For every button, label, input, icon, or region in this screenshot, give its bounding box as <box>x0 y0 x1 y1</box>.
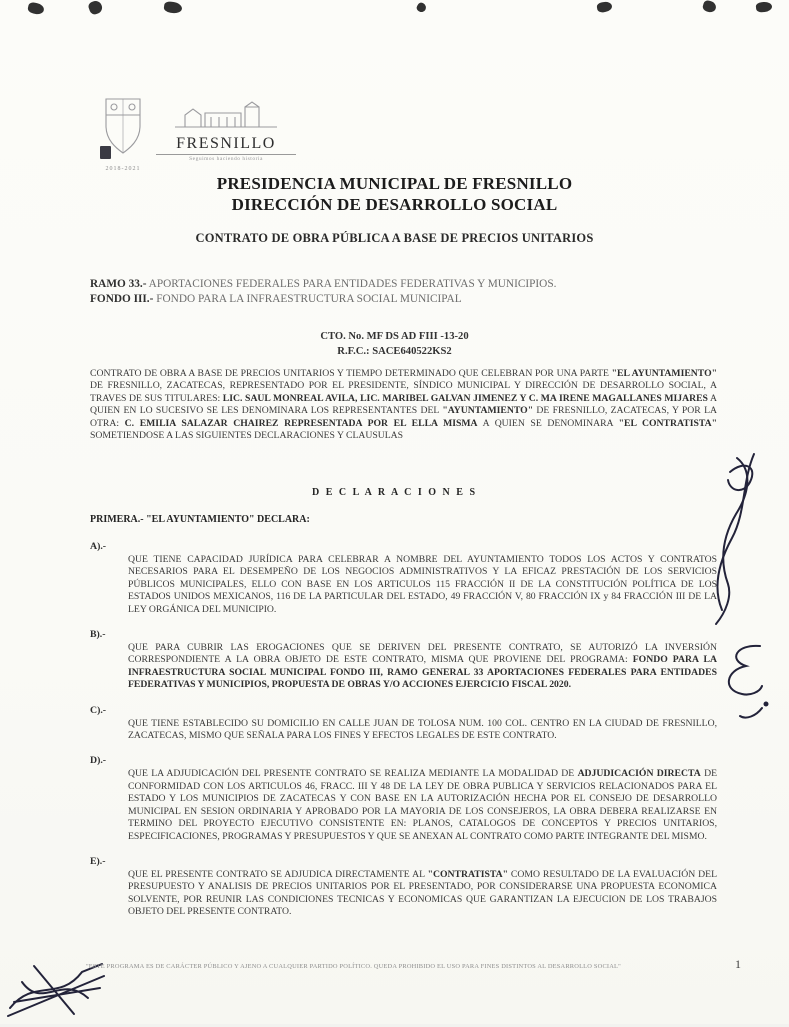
clause-d-text: QUE LA ADJUDICACIÓN DEL PRESENTE CONTRATO SE REALIZA MEDIANTE LA MODALIDAD DE ADJUDICACIÓN DIRECTA DE CONFORMIDAD CON LOS ARTICULOS 46, FRACC. III Y 48 DE LA LEY DE OBRA PUBLICA Y SERVICIOS RELACIONADOS PARA EL ESTADO Y LOS MUNICIPIOS DE ZACATECAS Y CON BASE EN LA AUTORIZACIÓN HECHA POR EL CONSEJO DE DESARROLLO MUNICIPAL EN SESION ORDINARIA Y APROBADO POR LA MAYORIA DE LOS CONSEJEROS, LA OBRA DEBERA REALIZARSE EN TERMINO DEL PROYECTO EJECUTIVO CONSISTENTE EN: PLANOS, CATALOGOS DE CONCEPTOS Y PRECIOS UNITARIOS, ESPECIFICACIONES, PROGRAMAS Y PRESUPUESTOS Y QUE SE ANEXAN AL CONTRATO COMO PARTE INTEGRANTE DEL MISMO. <box>128 768 717 842</box>
clause-e-text: QUE EL PRESENTE CONTRATO SE ADJUDICA DIRECTAMENTE AL "CONTRATISTA" COMO RESULTADO DE LA EVALUACIÓN DEL PRESUPUESTO Y ANALISIS DE PRECIOS UNITARIOS POR EL PRESENTADO, POR CONSIDERARSE UNA PROPUESTA ECONOMICA SOLVENTE, POR REUNIR LAS CONDICIONES TECNICAS Y ECONOMICAS QUE GARANTIZAN LA EJECUCION DE LOS TRABAJOS OBJETO DEL PRESENTE CONTRATO. <box>128 868 717 918</box>
scan-artifact <box>596 1 613 13</box>
contract-number: CTO. No. MF DS AD FIII -13-20 <box>320 331 469 342</box>
program-block <box>90 277 721 307</box>
declarations-heading: D E C L A R A C I O N E S <box>311 487 478 498</box>
signature-initials-right-icon <box>716 638 776 726</box>
fresnillo-tagline: Seguimos haciendo historia <box>189 156 263 162</box>
page-number: 1 <box>735 957 741 971</box>
clause-b <box>90 629 717 692</box>
fresnillo-wordmark: FRESNILLO <box>156 135 296 155</box>
clause-a <box>90 541 717 616</box>
title-line-1: PRESIDENCIA MUNICIPAL DE FRESNILLO <box>216 174 573 193</box>
crest-shield-icon <box>94 96 152 160</box>
clause-b-label: B).- <box>90 629 106 641</box>
contract-rfc: R.F.C.: SACE640522KS2 <box>337 346 452 357</box>
clause-a-label: A).- <box>90 541 107 552</box>
fondo-line: FONDO III.- FONDO PARA LA INFRAESTRUCTURA SOCIAL MUNICIPAL <box>90 293 462 305</box>
document-title-block <box>0 173 789 215</box>
scan-artifact <box>27 1 45 15</box>
clause-c-label: C).- <box>90 704 107 716</box>
primera-declaration: PRIMERA.- "EL AYUNTAMIENTO" DECLARA: <box>90 514 310 525</box>
scan-artifact <box>415 1 427 13</box>
scan-artifact <box>87 0 104 16</box>
scan-artifact <box>702 0 717 13</box>
contract-id-block <box>0 329 789 359</box>
clauses-list <box>90 541 717 932</box>
title-line-2: DIRECCIÓN DE DESARROLLO SOCIAL <box>231 195 558 214</box>
clause-d-label: D).- <box>90 755 107 767</box>
clause-e-label: E).- <box>90 855 106 867</box>
clause-e <box>90 856 717 919</box>
footer-disclaimer: "ESTE PROGRAMA ES DE CARÁCTER PÚBLICO Y AJENO A CUALQUIER PARTIDO POLÍTICO. QUEDA PROHIBIDO EL USO PARA FINES DISTINTOS AL DESARROLLO SOCIAL" <box>86 963 621 970</box>
clause-c <box>90 705 717 743</box>
municipal-crest-logo <box>94 96 152 172</box>
signature-flourish-right-icon <box>692 452 774 634</box>
clause-d <box>90 755 717 842</box>
clause-c-text: QUE TIENE ESTABLECIDO SU DOMICILIO EN CALLE JUAN DE TOLOSA NUM. 100 COL. CENTRO EN LA CIUDAD DE FRESNILLO, ZACATECAS, MISMO QUE SEÑALA PARA LOS FINES Y EFECTOS LEGALES DE ESTE CONTRATO. <box>128 717 717 742</box>
scan-artifact <box>163 1 182 14</box>
crest-years-label: 2018-2021 <box>105 166 141 172</box>
intro-paragraph: CONTRATO DE OBRA A BASE DE PRECIOS UNITARIOS Y TIEMPO DETERMINADO QUE CELEBRAN POR UNA PARTE "EL AYUNTAMIENTO" DE FRESNILLO, ZACATECAS, REPRESENTADO POR EL PRESIDENTE, SÍNDICO MUNICIPAL Y DIRECCIÓN DE DESARROLLO SOCIAL, A TRAVES DE SUS TITULARES: LIC. SAUL MONREAL AVILA, LIC. MARIBEL GALVAN JIMENEZ Y C. MA IRENE MAGALLANES MIJARES A QUIEN EN LO SUCESIVO SE LES DENOMINARA LOS REPRESENTANTES DEL "AYUNTAMIENTO" DE FRESNILLO, ZACATECAS, Y POR LA OTRA: C. EMILIA SALAZAR CHAIREZ REPRESENTADA POR EL ELLA MISMA A QUIEN SE DENOMINARA "EL CONTRATISTA" SOMETIENDOSE A LAS SIGUIENTES DECLARACIONES Y CLAUSULAS <box>90 368 718 442</box>
contract-subtitle: CONTRATO DE OBRA PÚBLICA A BASE DE PRECIOS UNITARIOS <box>195 231 594 245</box>
fresnillo-logo <box>156 100 296 162</box>
clause-a-text: QUE TIENE CAPACIDAD JURÍDICA PARA CELEBRAR A NOMBRE DEL AYUNTAMIENTO TODOS LOS ACTOS Y CONTRATOS NECESARIOS PARA EL DESEMPEÑO DE LOS NEGOCIOS ADMINISTRATIVOS Y LA EFICAZ PRESTACIÓN DE LOS SERVICIOS PÚBLICOS MUNICIPALES, ELLO CON BASE EN LOS ARTICULOS 115 FRACCIÓN II DE LA CONSTITUCIÓN POLÍTICA DE LOS ESTADOS UNIDOS MEXICANOS, 116 DE LA PARTICULAR DEL ESTADO, 49 FRACCIÓN V, 80 FRACCIÓN IX y 84 FRACCIÓN III DE LA LEY ORGÁNICA DEL MUNICIPIO. <box>128 554 717 615</box>
scan-artifact <box>756 1 773 13</box>
clause-b-text: QUE PARA CUBRIR LAS EROGACIONES QUE SE DERIVEN DEL PRESENTE CONTRATO, SE AUTORIZÓ LA INVERSIÓN CORRESPONDIENTE A LA OBRA OBJETO DE ESTE CONTRATO, MISMA QUE PROVIENE DEL PROGRAMA: FONDO PARA LA INFRAESTRUCTURA SOCIAL MUNICIPAL FONDO III, RAMO GENERAL 33 APORTACIONES FEDERALES PARA ENTIDADES FEDERATIVAS Y MUNICIPIOS, PROPUESTA DE OBRAS Y/O ACCIONES EJERCICIO FISCAL 2020. <box>128 642 717 691</box>
ramo-line: RAMO 33.- APORTACIONES FEDERALES PARA ENTIDADES FEDERATIVAS Y MUNICIPIOS. <box>90 278 557 290</box>
fresnillo-building-icon <box>171 100 281 130</box>
